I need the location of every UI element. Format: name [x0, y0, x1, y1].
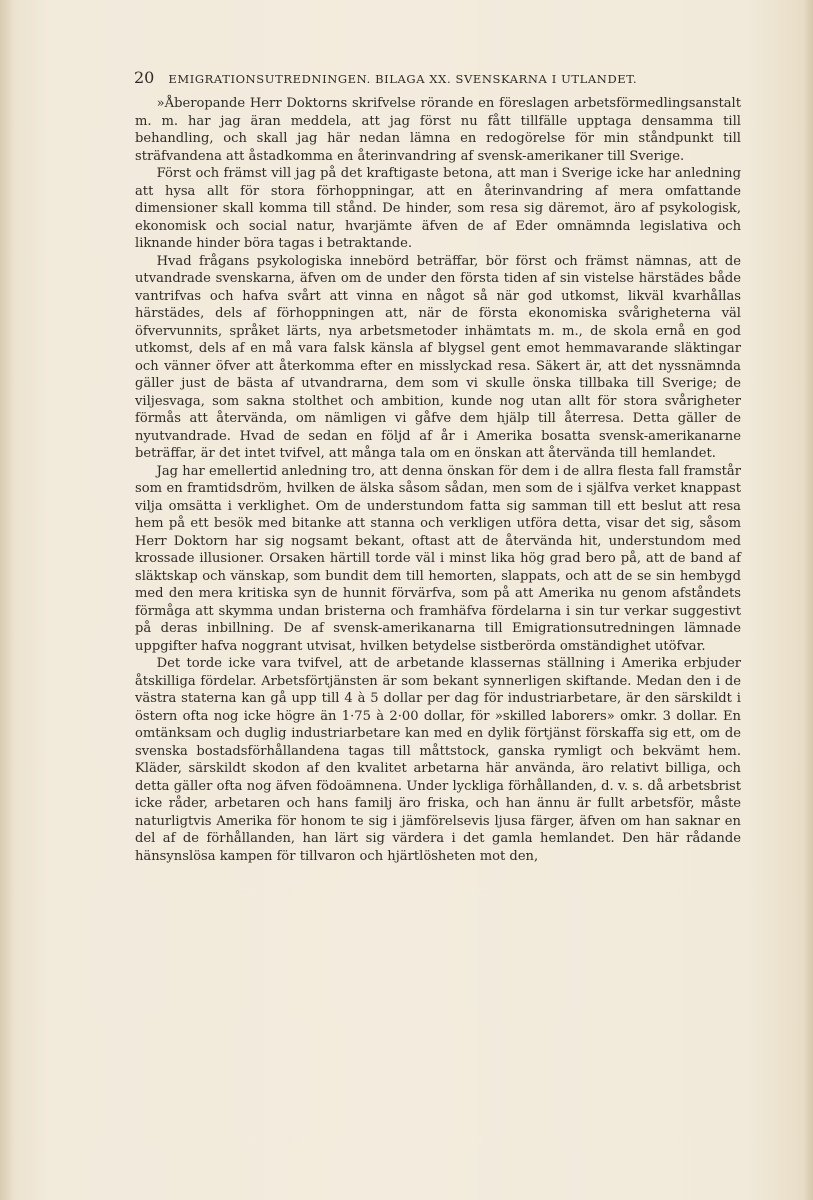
paragraph: Det torde icke vara tvifvel, att de arbetande klassernas ställning i Amerika erbjuder åtskilliga fördelar. Arbetsförtjänsten är som bekant synnerligen skiftande. Medan den i de västra staterna kan gå upp till 4 à 5 dollar per dag för industriarbetare, är den särskildt i östern ofta nog icke högre än 1·75 à 2·00 dollar, för »skilled laborers» omkr. 3 dollar. En omtänksam och duglig industriarbetare kan med en dylik förtjänst förskaffa sig ett, om de svenska bostadsförhållandena tagas till måttstock, ganska rymligt och bekvämt hem. Kläder, särskildt skodon af den kvalitet arbetarna här använda, äro relativt billiga, och detta gäller ofta nog äfven födoämnena. Under lyckliga förhållanden, d. v. s. då arbetsbrist icke råder, arbetaren och hans familj äro friska, och han ännu är fullt arbetsför, måste naturligtvis Amerika för honom te sig i jämförelsevis ljusa färger, äfven om han saknar en del af de förhållanden, han lärt sig värdera i det gamla hemlandet. Den här rådande hänsynslösa kampen för tillvaron och hjärtlösheten mot den, [135, 656, 741, 864]
page-gutter-shadow [0, 0, 14, 1200]
page-header [134, 68, 724, 88]
paragraph: Jag har emellertid anledning tro, att denna önskan för dem i de allra flesta fall framstår som en framtidsdröm, hvilken de älska såsom sådan, men som de i själfva verket knappast vilja omsätta i verklighet. Om de understundom fatta sig samman till ett beslut att resa hem på ett besök med bitanke att stanna och verkligen utföra detta, visar det sig, såsom Herr Doktorn har sig nogsamt bekant, oftast att de återvända hit, understundom med krossade illusioner. Orsaken härtill torde väl i minst lika hög grad bero på, att de band af släktskap och vänskap, som bundit dem till hemorten, slappats, och att de se sin hembygd med den mera kritiska syn de hunnit förvärfva, som på att Amerika nu genom afståndets förmåga att skymma undan bristerna och framhäfva fördelarna i sin tur verkar suggestivt på deras inbillning. De af svensk-amerikanarna till Emigrationsutredningen lämnade uppgifter hafva noggrant utvisat, hvilken betydelse sistberörda omständighet utöfvar. [135, 463, 741, 654]
paragraph: Först och främst vill jag på det kraftigaste betona, att man i Sverige icke har anledning att hysa allt för stora förhoppningar, att en återinvandring af mera omfattande dimensioner skall komma till stånd. De hinder, som resa sig däremot, äro af psykologisk, ekonomisk och social natur, hvarjämte äfven de af Eder omnämnda legislativa och liknande hinder böra tagas i betraktande. [135, 166, 741, 251]
paragraph: »Åberopande Herr Doktorns skrifvelse rörande en föreslagen arbetsförmedlingsanstalt m. m. har jag äran meddela, att jag först nu fått tillfälle upptaga densamma till behandling, och skall jag här nedan lämna en redogörelse för min ståndpunkt till sträfvandena att åstadkomma en återinvandring af svensk-amerikaner till Sverige. [135, 96, 741, 164]
running-head: EMIGRATIONSUTREDNINGEN. BILAGA XX. SVENSKARNA I UTLANDET. [168, 72, 638, 86]
page-number: 20 [134, 68, 155, 87]
page-edge-shadow [803, 0, 813, 1200]
body-text [135, 95, 741, 865]
paragraph: Hvad frågans psykologiska innebörd beträffar, bör först och främst nämnas, att de utvandrade svenskarna, äfven om de under den första tiden af sin vistelse härstädes både vantrifvas och hafva svårt att vinna en något så när god utkomst, likväl kvarhållas härstädes, dels af förhoppningen att, när de första ekonomiska svårigheterna väl öfvervunnits, språket lärts, nya arbetsmetoder inhämtats m. m., de skola ernå en god utkomst, dels af en må vara falsk känsla af blygsel gent emot hemmavarande släktingar och vänner öfver att återkomma efter en misslyckad resa. Säkert är, att det nyssnämnda gäller just de bästa af utvandrarna, dem som vi skulle önska tillbaka till Sverige; de viljesvaga, som sakna stolthet och ambition, kunde nog utan allt för stora svårigheter förmås att återvända, om nämligen vi gåfve dem hjälp till återresa. Detta gäller de nyutvandrade. Hvad de sedan en följd af år i Amerika bosatta svensk-amerikanarne beträffar, är det intet tvifvel, att många tala om en önskan att återvända till hemlandet. [135, 253, 741, 461]
